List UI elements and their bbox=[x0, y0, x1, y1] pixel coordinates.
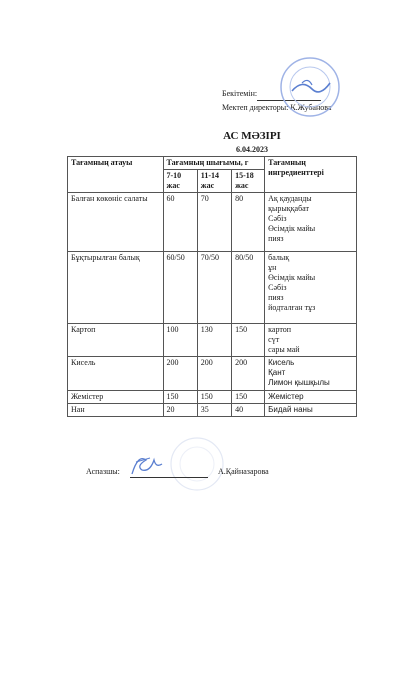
ingredient: Өсімдік майы bbox=[268, 273, 316, 282]
ingredients-cell bbox=[265, 391, 357, 404]
portion-value: 130 bbox=[197, 324, 231, 357]
portion-value: 40 bbox=[232, 404, 265, 417]
header-ingredients: Тағамның ингредиенттері bbox=[265, 157, 357, 193]
portion-value: 80 bbox=[232, 193, 265, 252]
table-row bbox=[68, 357, 357, 391]
ingredient: Өсімдік майы bbox=[268, 224, 316, 233]
ingredient: Бидай наны bbox=[268, 405, 313, 414]
ingredients-cell bbox=[265, 193, 357, 252]
header-age-1: 7-10 жас bbox=[163, 170, 197, 193]
official-stamp-icon bbox=[278, 55, 342, 119]
portion-value: 80/50 bbox=[232, 252, 265, 324]
table-row bbox=[68, 252, 357, 324]
portion-value: 150 bbox=[232, 391, 265, 404]
table-row bbox=[68, 391, 357, 404]
portion-value: 150 bbox=[232, 324, 265, 357]
ingredient: йодталған тұз bbox=[268, 303, 316, 312]
dish-name: Картоп bbox=[68, 324, 164, 357]
cook-name: А.Қайназарова bbox=[218, 467, 269, 476]
ingredient: пияз bbox=[268, 234, 284, 243]
faint-stamp-icon bbox=[168, 435, 226, 493]
portion-value: 60 bbox=[163, 193, 197, 252]
ingredient: пияз bbox=[268, 293, 284, 302]
cook-signature-block bbox=[86, 467, 269, 476]
ingredient: Кисель bbox=[268, 358, 295, 367]
dish-name: Нан bbox=[68, 404, 164, 417]
ingredient: сары май bbox=[268, 345, 300, 354]
approval-label: Бекітемін: bbox=[222, 89, 258, 98]
ingredient: Сәбіз bbox=[268, 214, 287, 223]
menu-table bbox=[67, 156, 357, 417]
portion-value: 70 bbox=[197, 193, 231, 252]
signature-line bbox=[130, 477, 208, 478]
ingredient: сүт bbox=[268, 335, 280, 344]
portion-value: 60/50 bbox=[163, 252, 197, 324]
approval-signer: Мектеп директоры: К.Жубанова bbox=[222, 103, 332, 112]
ingredient: Лимон қышқылы bbox=[268, 378, 330, 387]
portion-value: 200 bbox=[163, 357, 197, 391]
table-header-row bbox=[68, 157, 357, 170]
portion-value: 20 bbox=[163, 404, 197, 417]
header-age-2: 11-14 жас bbox=[197, 170, 231, 193]
ingredient: Сәбіз bbox=[268, 283, 287, 292]
ingredient: Қант bbox=[268, 368, 286, 377]
portion-value: 100 bbox=[163, 324, 197, 357]
table-row bbox=[68, 193, 357, 252]
portion-value: 150 bbox=[197, 391, 231, 404]
table-row bbox=[68, 404, 357, 417]
document-date: 6.04.2023 bbox=[236, 145, 268, 154]
ingredient: ұн bbox=[268, 263, 277, 272]
dish-name: Балған көкөніс салаты bbox=[68, 193, 164, 252]
ingredients-cell bbox=[265, 252, 357, 324]
cook-signature-icon bbox=[126, 452, 166, 480]
ingredients-cell bbox=[265, 404, 357, 417]
ingredients-cell bbox=[265, 357, 357, 391]
ingredient: Ақ қауданды bbox=[268, 194, 312, 203]
cook-label: Аспазшы: bbox=[86, 467, 120, 476]
header-portion: Тағамның шығымы, г bbox=[163, 157, 265, 170]
header-age-3: 15-18 жас bbox=[232, 170, 265, 193]
dish-name: Кисель bbox=[68, 357, 164, 391]
dish-name: Бұқтырылған балық bbox=[68, 252, 164, 324]
dish-name: Жемістер bbox=[68, 391, 164, 404]
ingredient: балық bbox=[268, 253, 290, 262]
portion-value: 200 bbox=[197, 357, 231, 391]
header-dish-name: Тағамның атауы bbox=[68, 157, 164, 193]
ingredients-cell bbox=[265, 324, 357, 357]
portion-value: 35 bbox=[197, 404, 231, 417]
portion-value: 150 bbox=[163, 391, 197, 404]
portion-value: 70/50 bbox=[197, 252, 231, 324]
ingredient: картоп bbox=[268, 325, 292, 334]
document-title: АС МӘЗІРІ bbox=[223, 130, 281, 142]
portion-value: 200 bbox=[232, 357, 265, 391]
table-row bbox=[68, 324, 357, 357]
ingredient: қырыққабат bbox=[268, 204, 310, 213]
ingredient: Жемістер bbox=[268, 392, 304, 401]
